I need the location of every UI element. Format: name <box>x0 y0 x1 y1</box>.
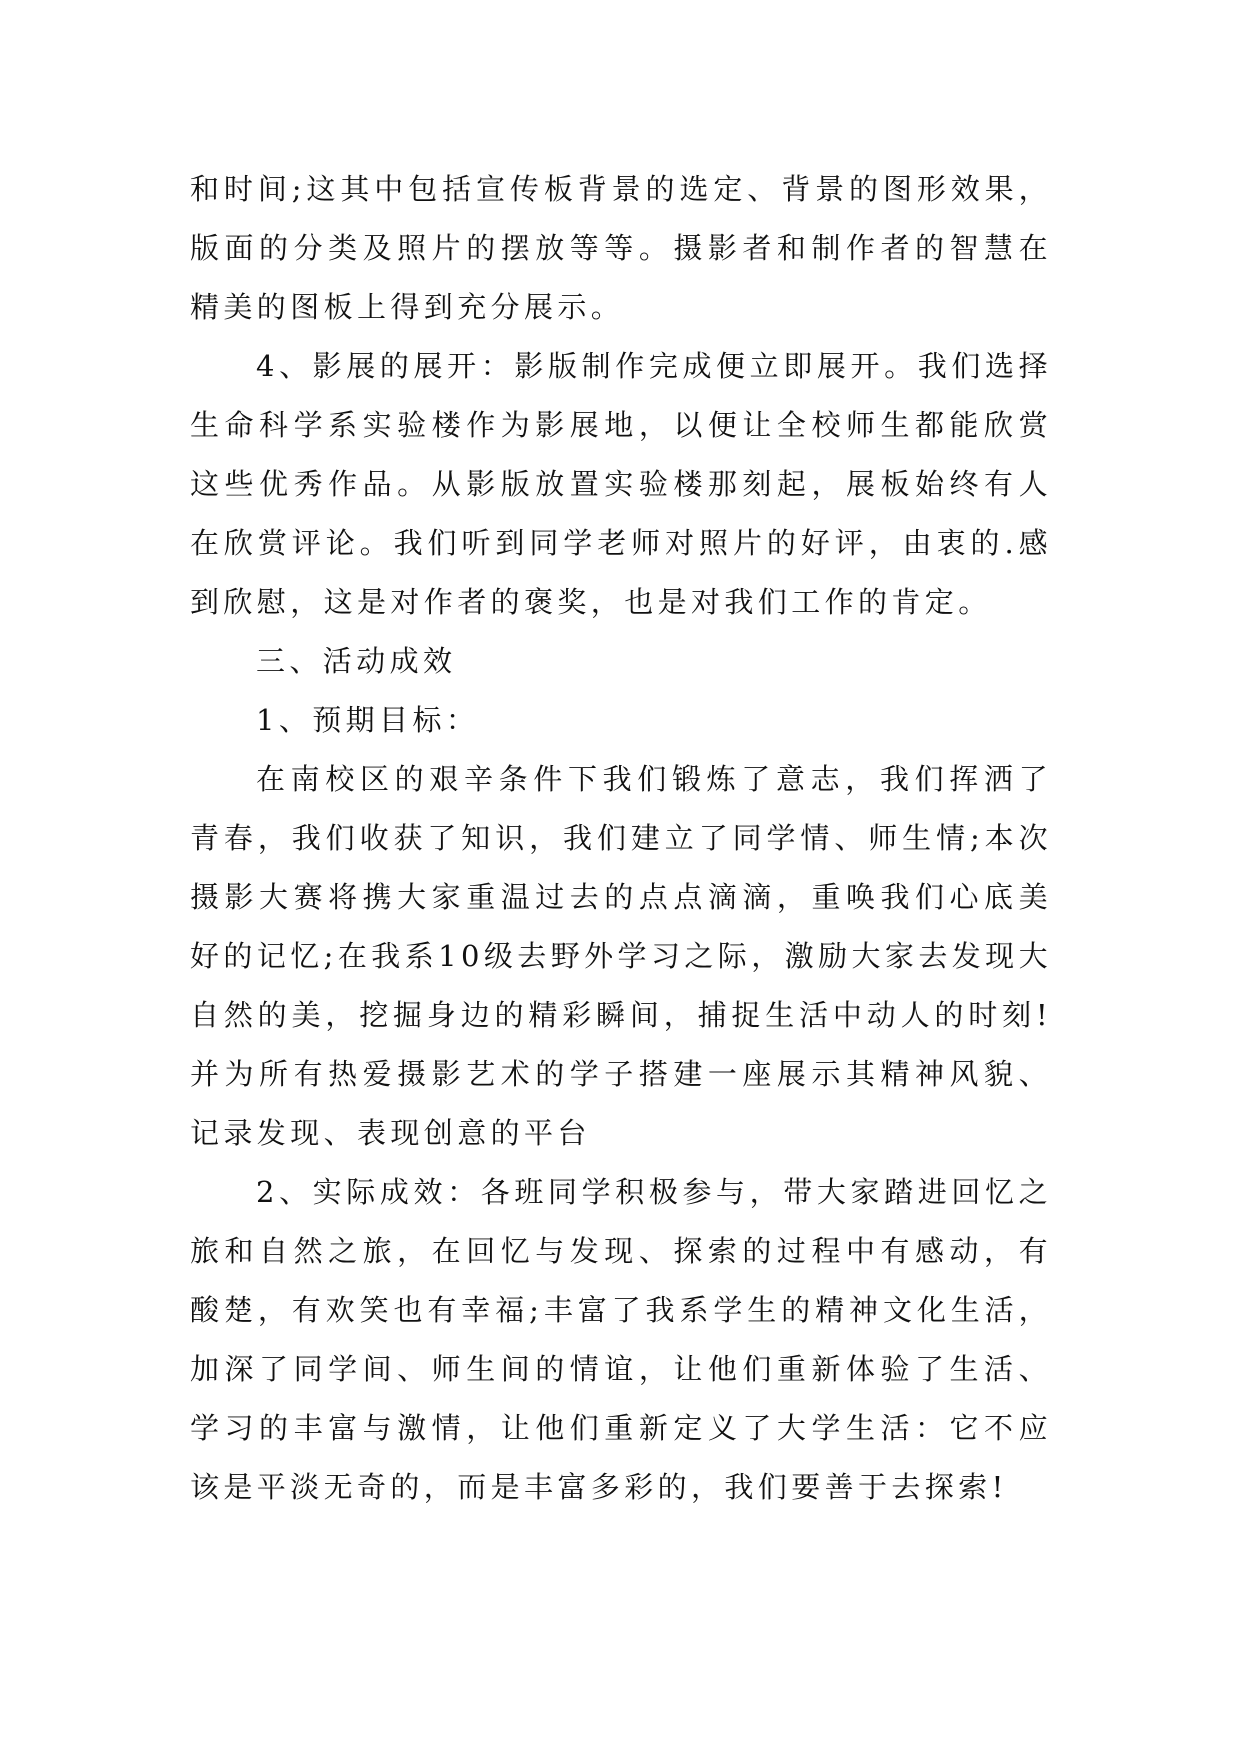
paragraph-exhibition-opening: 4、影展的展开：影版制作完成便立即展开。我们选择生命科学系实验楼作为影展地，以便让全校师生都能欣赏这些优秀作品。从影版放置实验楼那刻起，展板始终有人在欣赏评论。我们听到同学老师对照片的好评，由衷的.感到欣慰，这是对作者的褒奖，也是对我们工作的肯定。 <box>190 349 1052 619</box>
paragraph-expected-goals: 在南校区的艰辛条件下我们锻炼了意志，我们挥洒了青春，我们收获了知识，我们建立了同学情、师生情;本次摄影大赛将携大家重温过去的点点滴滴，重唤我们心底美好的记忆;在我系10级去野外学习之际，激励大家去发现大自然的美，挖掘身边的精彩瞬间，捕捉生活中动人的时刻!并为所有热爱摄影艺术的学子搭建一座展示其精神风貌、记录发现、表现创意的平台 <box>190 762 1052 1150</box>
subheading-expected-goals: 1、预期目标： <box>256 703 480 737</box>
paragraph-continuation: 和时间;这其中包括宣传板背景的选定、背景的图形效果，版面的分类及照片的摆放等等。摄影者和制作者的智慧在精美的图板上得到充分展示。 <box>190 172 1052 324</box>
section-heading-results: 三、活动成效 <box>256 644 457 678</box>
paragraph-actual-results: 2、实际成效：各班同学积极参与，带大家踏进回忆之旅和自然之旅，在回忆与发现、探索的过程中有感动，有酸楚，有欢笑也有幸福;丰富了我系学生的精神文化生活，加深了同学间、师生间的情谊，让他们重新体验了生活、学习的丰富与激情，让他们重新定义了大学生活：它不应该是平淡无奇的，而是丰富多彩的，我们要善于去探索! <box>190 1175 1052 1504</box>
document-body <box>190 160 1052 1517</box>
